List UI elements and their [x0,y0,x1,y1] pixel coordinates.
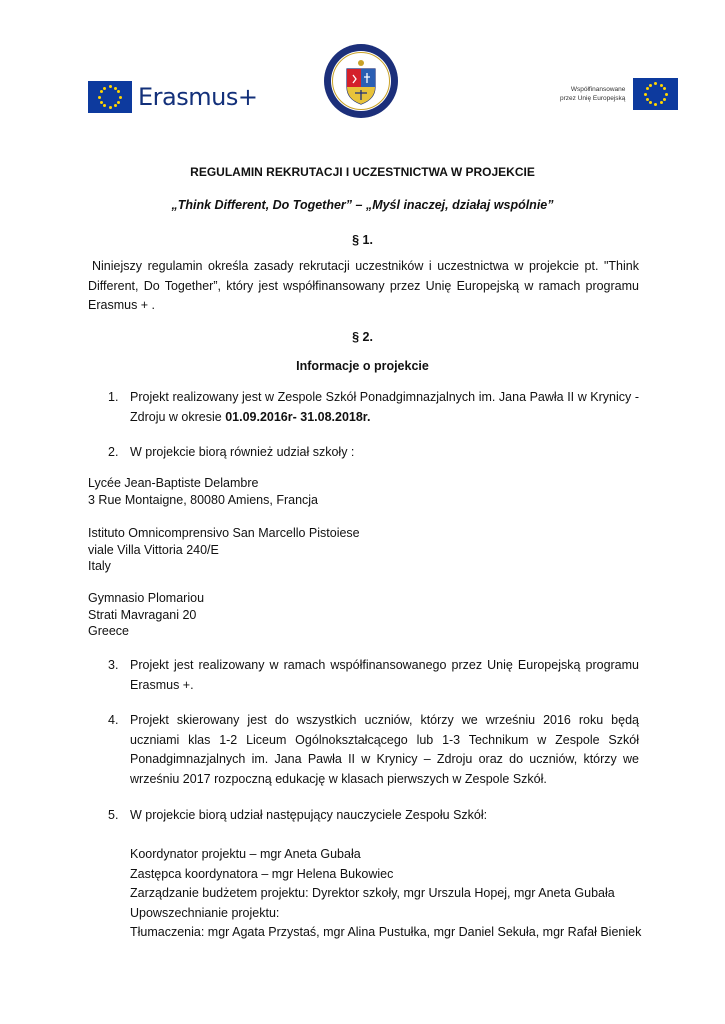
eu-star-icon [109,106,112,109]
eu-star-icon [660,101,663,104]
item4-text: Projekt skierowany jest do wszystkich uczniów, którzy we wrześniu 2016 roku będą uczniami klas 1-2 Liceum Ogólnokształcącego lub 1-3 Technikum w Zespole Szkół Ponadgimnazjalnych im. Jana Pawła II w Krynicy – Zdroju oraz do uczniów, którzy we wrześniu 2017 rozpoczną edukację w klasach pierwszych w Zespole Szkół. [130,713,639,786]
list-item: 2. W projekcie biorą również udział szkoły : [108,443,639,463]
teachers-list [130,845,641,943]
eu-star-icon [649,84,652,87]
eu-star-icon [100,101,103,104]
document-title: REGULAMIN REKRUTACJI I UCZESTNICTWA W PROJEKCIE [190,165,535,179]
eu-star-icon [663,98,666,101]
teacher-line: Koordynator projektu – mgr Aneta Gubała [130,847,361,861]
section1-paragraph: Niniejszy regulamin określa zasady rekrutacji uczestników i uczestnictwa w projekcie pt. "Think Different, Do Together”, który jest współfinansowany przez Unię Europejską w ramach programu Erasmus + . [88,259,639,312]
list-item: 4. Projekt skierowany jest do wszystkich uczniów, którzy we wrześniu 2016 roku będą uczniami klas 1-2 Liceum Ogólnokształcącego lub 1-3 Technikum w Zespole Szkół Ponadgimnazjalnych im. Jana Pawła II w Krynicy – Zdroju oraz do uczniów, którzy we wrześniu 2017 rozpoczną edukację w klasach pierwszych w Zespole Szkół. [108,711,639,789]
eu-flag-icon [633,78,678,110]
eu-star-icon [114,104,117,107]
list-item: 1. Projekt realizowany jest w Zespole Szkół Ponadgimnazjalnych im. Jana Pawła II w Krynicy - Zdroju w okresie 01.09.2016r- 31.08.2018r. [108,390,639,424]
section2-subheading: Informacje o projekcie [296,359,429,373]
erasmus-logo [88,80,257,114]
item1-text: Projekt realizowany jest w Zespole Szkół Ponadgimnazjalnych im. Jana Pawła II w Krynicy - Zdroju w okresie [130,390,639,424]
eu-star-icon [646,98,649,101]
item5-text: W projekcie biorą udział następujący nauczyciele Zespołu Szkół: [130,808,488,822]
item2-text: W projekcie biorą również udział szkoły : [130,445,355,459]
eu-star-icon [119,96,122,99]
eu-star-icon [98,96,101,99]
eu-star-icon [109,85,112,88]
eu-star-icon [103,87,106,90]
eu-star-icon [117,90,120,93]
erasmus-label: Erasmus+ [138,83,258,111]
teacher-line: Tłumaczenia: mgr Agata Przystaś, mgr Alina Pustułka, mgr Daniel Sekuła, mgr Rafał Bieniek [130,925,642,939]
list-item: 5. W projekcie biorą udział następujący nauczyciele Zespołu Szkół: [108,806,639,826]
section2-heading: § 2. [352,330,373,344]
school-seal-icon [323,43,399,119]
eu-flag-icon [88,81,132,113]
eu-star-icon [103,104,106,107]
eu-star-icon [117,101,120,104]
cofund-line1: Współfinansowane [570,86,626,93]
eu-star-icon [663,87,666,90]
eu-star-icon [644,93,647,96]
cofund-line2: przez Unię Europejską [560,95,626,102]
eu-star-icon [665,93,668,96]
list-item: 3. Projekt jest realizowany w ramach współfinansowanego przez Unię Europejską programu Erasmus +. [108,656,639,695]
section1-heading: § 1. [352,233,373,247]
eu-star-icon [100,90,103,93]
eu-cofund-badge [560,78,678,110]
project-dates: 01.09.2016r- 31.08.2018r. [225,409,371,424]
eu-star-icon [646,87,649,90]
teacher-line: Upowszechnianie projektu: [130,905,280,920]
teacher-line: Zarządzanie budżetem projektu: Dyrektor szkoły, mgr Urszula Hopej, mgr Aneta Gubała [130,886,615,900]
eu-star-icon [114,87,117,90]
eu-star-icon [654,82,657,85]
eu-star-icon [654,103,657,106]
school-address: Gymnasio Plomariou Strati Mavragani 20 Greece [88,591,205,638]
school-address: Lycée Jean-Baptiste Delambre 3 Rue Montaigne, 80080 Amiens, Francja [88,476,318,507]
teacher-line: Zastępca koordynatora – mgr Helena Bukowiec [130,866,394,881]
eu-star-icon [660,84,663,87]
school-address: Istituto Omnicomprensivo San Marcello Pistoiese viale Villa Vittoria 240/E Italy [88,526,360,573]
item3-text: Projekt jest realizowany w ramach współfinansowanego przez Unię Europejską programu Erasmus +. [130,658,639,692]
eu-star-icon [649,101,652,104]
project-subtitle: „Think Different, Do Together” – „Myśl inaczej, działaj wspólnie” [171,198,554,212]
